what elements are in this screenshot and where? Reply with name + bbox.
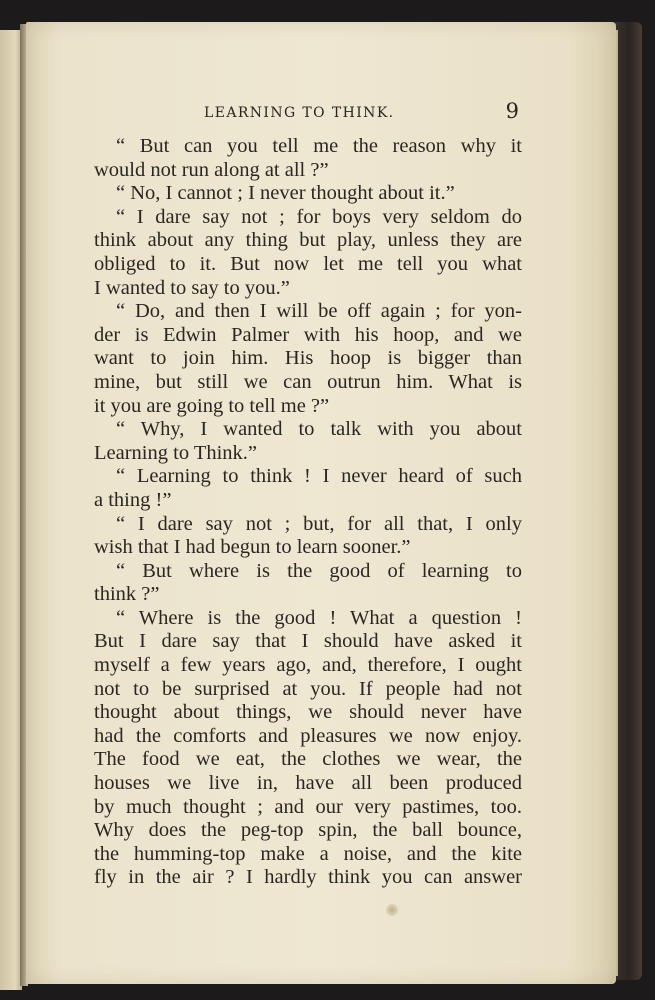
text-line: “ Do, and then I will be off again ; for yon- [116, 300, 522, 323]
text-line: The food we eat, the clothes we wear, the [94, 748, 522, 771]
text-line: “ I dare say not ; but, for all that, I only [116, 512, 522, 535]
text-line: I wanted to say to you.” [94, 276, 290, 299]
text-line: der is Edwin Palmer with his hoop, and we [94, 323, 522, 346]
text-line: myself a few years ago, and, therefore, I ought [94, 654, 522, 677]
text-line: obliged to it. But now let me tell you what [94, 252, 522, 275]
text-line: the humming-top make a noise, and the kite [94, 842, 522, 865]
text-line: a thing !” [94, 488, 172, 511]
text-line: “ Learning to think ! I never heard of such [116, 465, 522, 488]
text-line: would not run along at all ?” [94, 158, 329, 181]
paper-stain [386, 904, 398, 916]
text-line: wish that I had begun to learn sooner.” [94, 536, 411, 559]
text-line: it you are going to tell me ?” [94, 394, 330, 417]
running-head-title: LEARNING TO THINK. [204, 105, 395, 121]
text-line: “ But where is the good of learning to [116, 559, 522, 582]
text-line: not to be surprised at you. If people had not [94, 677, 522, 700]
text-line: “ No, I cannot ; I never thought about it.” [116, 182, 455, 205]
text-line: want to join him. His hoop is bigger than [94, 347, 522, 370]
text-line: “ But can you tell me the reason why it [116, 135, 522, 157]
text-line: fly in the air ? I hardly think you can answer [94, 866, 522, 889]
text-line: Why does the peg-top spin, the ball bounce, [94, 819, 522, 842]
text-line: “ Where is the good ! What a question ! [116, 606, 522, 629]
text-line: “ I dare say not ; for boys very seldom do [116, 205, 522, 228]
text-line: But I dare say that I should have asked it [94, 630, 522, 653]
page-number: 9 [505, 99, 519, 123]
body-text [94, 135, 522, 890]
text-line: had the comforts and pleasures we now enjoy. [94, 724, 522, 747]
facing-page-edge [0, 30, 22, 990]
text-line: think ?” [94, 583, 160, 606]
text-line: houses we live in, have all been produced [94, 772, 522, 795]
text-line: thought about things, we should never have [94, 701, 522, 724]
text-line: by much thought ; and our very pastimes, too. [94, 795, 522, 818]
text-line: mine, but still we can outrun him. What is [94, 370, 522, 393]
text-line: “ Why, I wanted to talk with you about [116, 418, 522, 441]
running-head [96, 101, 521, 127]
text-line: Learning to Think.” [94, 441, 258, 464]
text-line: think about any thing but play, unless they are [94, 229, 522, 252]
